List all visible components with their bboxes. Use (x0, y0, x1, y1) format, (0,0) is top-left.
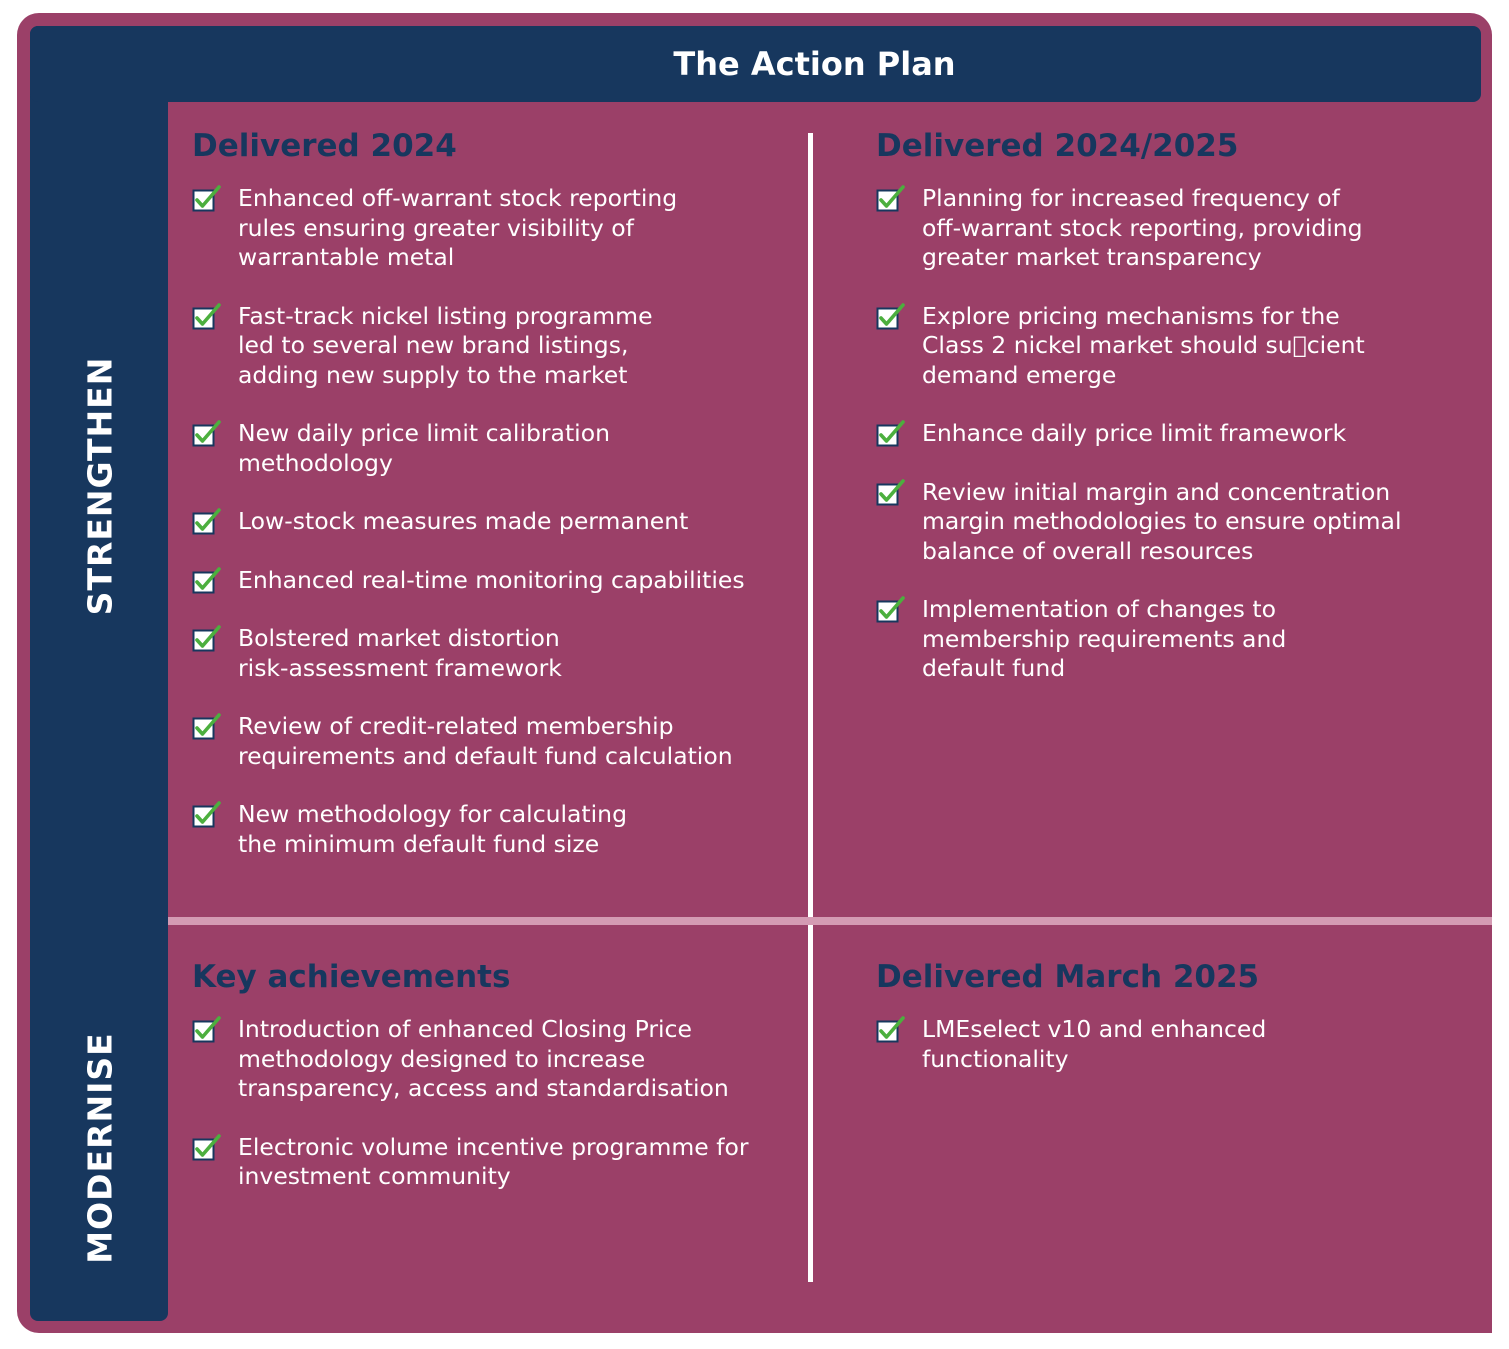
panel-heading: Key achievements (192, 959, 511, 995)
checkbox-checked-icon (192, 625, 222, 653)
checklist-item (192, 712, 745, 771)
checklist-item (192, 184, 745, 273)
checkbox-checked-icon (876, 185, 906, 213)
checklist-item-text: Enhanced off-warrant stock reporting rules ensuring greater visibility of warrantable metal (238, 184, 678, 271)
checklist-item (192, 419, 745, 478)
checklist-item (192, 1133, 749, 1192)
checkbox-checked-icon (876, 479, 906, 507)
checklist-item-text: Enhanced real-time monitoring capabilities (238, 565, 745, 594)
side-label-strengthen: STRENGTHEN (80, 356, 120, 616)
panel-bottom-left (192, 959, 749, 1221)
checklist-item-text: Introduction of enhanced Closing Price methodology designed to increase transparency, access and standardisation (238, 1015, 729, 1102)
vertical-divider (808, 133, 813, 1282)
checklist-item (876, 1015, 1266, 1074)
checklist-item-text: Review of credit-related membership requirements and default fund calculation (238, 712, 733, 770)
checkbox-checked-icon (876, 303, 906, 331)
page-title: The Action Plan (673, 45, 956, 83)
checklist-item-text: Explore pricing mechanisms for the Class 2 nickel market should su cient demand emerge (922, 301, 1365, 389)
checkbox-checked-icon (192, 420, 222, 448)
checklist-item (192, 302, 745, 391)
checkbox-checked-icon (192, 1016, 222, 1044)
panel-heading: Delivered 2024 (192, 128, 457, 164)
checklist-item-text: Electronic volume incentive programme for investment community (238, 1132, 749, 1190)
checklist-item-text: Fast-track nickel listing programme led to several new brand listings, adding new supply to the market (238, 301, 653, 389)
panel-heading: Delivered 2024/2025 (876, 128, 1239, 164)
panel-top-left (192, 128, 745, 888)
checklist (192, 1015, 749, 1192)
panel-bottom-right (876, 959, 1266, 1103)
checklist-item-text: Implementation of changes to membership requirements and default fund (922, 595, 1287, 682)
checkbox-checked-icon (192, 801, 222, 829)
checklist-item (876, 595, 1402, 684)
side-label-modernise: MODERNISE (80, 1032, 120, 1264)
checklist-item (192, 800, 745, 859)
checkbox-checked-icon (192, 185, 222, 213)
checklist-item-text: Low-stock measures made permanent (238, 507, 689, 535)
checklist-item-text: Enhance daily price limit framework (922, 419, 1347, 447)
checklist-item-text: Bolstered market distortion risk-assessment framework (238, 624, 562, 682)
checklist-item-text: Review initial margin and concentration margin methodologies to ensure optimal balance of overall resources (922, 477, 1402, 565)
checkbox-checked-icon (876, 596, 906, 624)
checkbox-checked-icon (192, 303, 222, 331)
checkbox-checked-icon (876, 1016, 906, 1044)
checklist-item (192, 566, 745, 596)
checkbox-checked-icon (192, 1134, 222, 1162)
checklist-item-text: New daily price limit calibration methodology (238, 419, 610, 477)
checklist-item (876, 419, 1402, 449)
checkbox-checked-icon (192, 567, 222, 595)
checklist (876, 1015, 1266, 1074)
checklist (876, 184, 1402, 684)
horizontal-divider (168, 917, 1492, 925)
checklist-item (192, 1015, 749, 1104)
checklist-item-text: Planning for increased frequency of off-warrant stock reporting, providing greater market transparency (922, 184, 1363, 271)
checklist-item (876, 302, 1402, 391)
checkbox-checked-icon (192, 713, 222, 741)
checkbox-checked-icon (876, 420, 906, 448)
checklist-item (876, 184, 1402, 273)
checklist-item (192, 507, 745, 537)
checklist-item (192, 624, 745, 683)
title-bar (30, 26, 1481, 102)
panel-top-right (876, 128, 1402, 713)
panel-heading: Delivered March 2025 (876, 959, 1260, 995)
checklist (192, 184, 745, 859)
checkbox-checked-icon (192, 508, 222, 536)
checklist-item (876, 478, 1402, 567)
checklist-item-text: New methodology for calculating the minimum default fund size (238, 800, 627, 858)
checklist-item-text: LMEselect v10 and enhanced functionality (922, 1015, 1267, 1073)
